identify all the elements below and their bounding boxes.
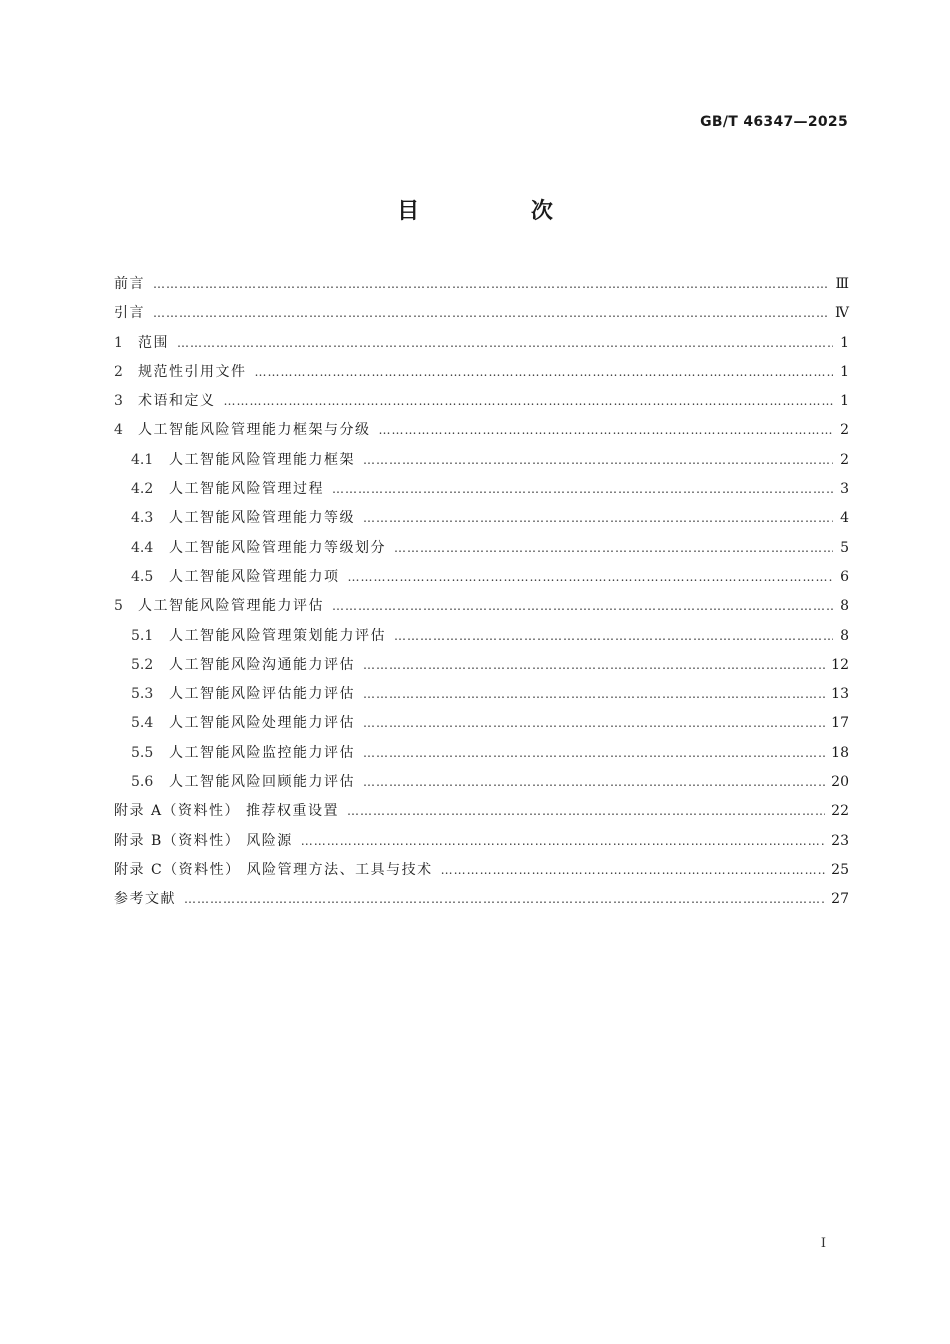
toc-entry[interactable] [114,680,849,709]
toc-entry-label: 附录 A（资料性） 推荐权重设置 [114,803,340,820]
toc-entry-page: 22 [831,803,849,820]
toc-leader-dots [363,651,825,680]
toc-entry-number: 1 [114,334,123,351]
toc-entry[interactable] [114,446,849,475]
toc-entry-page: 13 [831,686,849,703]
toc-entry-page: 25 [831,861,849,878]
toc-entry-label: 人工智能风险管理能力框架与分级 [138,422,371,439]
toc-leader-dots [153,270,829,299]
toc-leader-dots [379,416,834,445]
toc-entry-page: 18 [831,744,849,761]
toc-entry-label: 人工智能风险管理策划能力评估 [169,627,386,644]
toc-entry-page: 4 [840,510,849,527]
toc-entry[interactable] [114,827,849,856]
toc-entry-label: 附录 B（资料性） 风险源 [114,832,293,849]
toc-entry[interactable] [114,534,849,563]
toc-entry[interactable] [114,651,849,680]
toc-leader-dots [363,709,825,738]
toc-entry-page: 6 [840,568,849,585]
toc-entry-number: 4.2 [131,481,154,498]
toc-leader-dots [348,563,834,592]
toc-leader-dots [184,885,825,914]
toc-entry-page: 17 [831,715,849,732]
toc-leader-dots [363,446,833,475]
toc-leader-dots [332,475,833,504]
toc-leader-dots [394,534,833,563]
toc-entry[interactable] [114,563,849,592]
toc-leader-dots [441,856,826,885]
toc-entry-page: 1 [840,393,849,410]
toc-entry-label: 人工智能风险管理过程 [169,481,324,498]
toc-entry-label: 人工智能风险管理能力等级 [169,510,355,527]
toc-entry[interactable] [114,504,849,533]
toc-entry[interactable] [114,768,849,797]
toc-entry-page: 23 [831,832,849,849]
toc-entry-label: 人工智能风险管理能力等级划分 [169,539,386,556]
toc-leader-dots [363,739,825,768]
standard-code: GB/T 46347—2025 [700,114,848,130]
toc-entry-label: 附录 C（资料性） 风险管理方法、工具与技术 [114,861,433,878]
toc-entry[interactable] [114,592,849,621]
toc-leader-dots [363,504,833,533]
toc-entry-page: 8 [840,598,849,615]
toc-entry[interactable] [114,387,849,416]
toc-entry-page: 3 [840,481,849,498]
toc-entry-label: 引言 [114,305,145,322]
toc-entry-page: 8 [840,627,849,644]
toc-leader-dots [153,299,829,328]
toc-entry[interactable] [114,416,849,445]
toc-leader-dots [332,592,833,621]
toc-entry-label: 前言 [114,276,145,292]
toc-entry-number: 5.6 [131,774,154,791]
toc-entry-number: 4.3 [131,510,154,527]
table-of-contents [114,270,849,915]
toc-entry-label: 人工智能风险沟通能力评估 [169,656,355,673]
toc-entry-label: 人工智能风险管理能力评估 [138,598,324,615]
toc-entry-number: 4.1 [131,451,154,468]
toc-entry[interactable] [114,885,849,914]
toc-entry-page: 20 [831,774,849,791]
toc-leader-dots [363,768,825,797]
toc-entry-number: 4 [114,422,123,439]
toc-entry-label: 规范性引用文件 [138,363,247,380]
toc-entry[interactable] [114,739,849,768]
toc-entry-label: 术语和定义 [138,393,216,410]
toc-entry-page: 5 [840,539,849,556]
toc-entry-page: 2 [840,451,849,468]
toc-leader-dots [363,680,825,709]
toc-entry-page: Ⅲ [835,276,849,292]
toc-entry[interactable] [114,270,849,299]
toc-entry-number: 2 [114,363,123,380]
page-number: I [820,1236,826,1251]
page-title: 目 次 [397,199,605,224]
toc-leader-dots [394,622,833,651]
toc-leader-dots [301,827,825,856]
toc-entry-label: 人工智能风险处理能力评估 [169,715,355,732]
toc-entry-number: 3 [114,393,123,410]
toc-entry-label: 人工智能风险管理能力项 [169,568,340,585]
toc-entry[interactable] [114,856,849,885]
toc-entry-number: 5.5 [131,744,154,761]
toc-leader-dots [255,358,834,387]
toc-entry-number: 4.4 [131,539,154,556]
toc-entry-label: 人工智能风险管理能力框架 [169,451,355,468]
toc-leader-dots [347,797,825,826]
toc-entry-page: 1 [840,363,849,380]
toc-entry[interactable] [114,709,849,738]
toc-entry-number: 5.3 [131,686,154,703]
toc-leader-dots [224,387,834,416]
toc-entry-label: 人工智能风险监控能力评估 [169,744,355,761]
toc-entry-page: 1 [840,334,849,351]
toc-entry[interactable] [114,358,849,387]
toc-entry-label: 范围 [138,334,169,351]
toc-entry-number: 5.2 [131,656,154,673]
toc-entry-page: Ⅳ [835,305,849,322]
toc-leader-dots [177,329,833,358]
toc-entry[interactable] [114,329,849,358]
toc-entry[interactable] [114,797,849,826]
toc-entry-label: 参考文献 [114,891,176,908]
toc-entry-number: 5 [114,598,123,615]
toc-entry-number: 5.1 [131,627,154,644]
toc-entry[interactable] [114,299,849,328]
toc-entry-label: 人工智能风险评估能力评估 [169,686,355,703]
toc-entry[interactable] [114,622,849,651]
toc-entry-label: 人工智能风险回顾能力评估 [169,774,355,791]
toc-entry-number: 4.5 [131,568,154,585]
toc-entry-number: 5.4 [131,715,154,732]
toc-entry-page: 2 [840,422,849,439]
toc-entry-page: 12 [831,656,849,673]
toc-entry[interactable] [114,475,849,504]
toc-entry-page: 27 [831,891,849,908]
